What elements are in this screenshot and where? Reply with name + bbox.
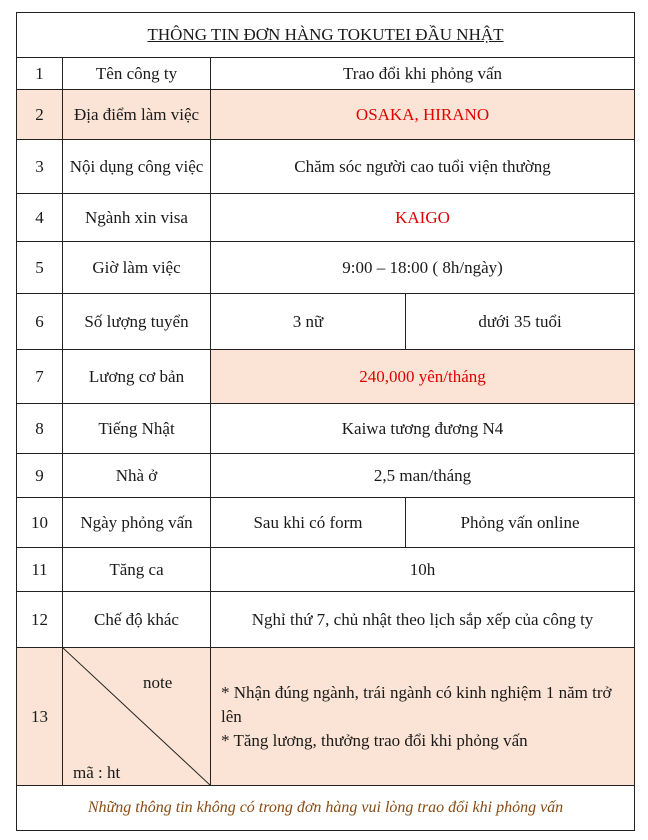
row-label: Địa điểm làm việc xyxy=(63,90,211,140)
row-number: 10 xyxy=(17,498,63,548)
table-row xyxy=(17,498,635,548)
row-number: 7 xyxy=(17,350,63,404)
table-row xyxy=(17,648,635,786)
row-number: 8 xyxy=(17,404,63,454)
notes-value xyxy=(211,648,635,786)
note-label: note xyxy=(143,673,173,692)
japanese-level-value: Kaiwa tương đương N4 xyxy=(211,404,635,454)
note-diagonal-cell xyxy=(63,648,211,786)
job-content-value: Chăm sóc người cao tuổi viện thường xyxy=(211,140,635,194)
table-row xyxy=(17,58,635,90)
housing-value: 2,5 man/tháng xyxy=(211,454,635,498)
row-number: 13 xyxy=(17,648,63,786)
table-row xyxy=(17,242,635,294)
table-row xyxy=(17,404,635,454)
row-label: Tiếng Nhật xyxy=(63,404,211,454)
interview-method-value: Phỏng vấn online xyxy=(406,498,635,548)
base-salary-value: 240,000 yên/tháng xyxy=(211,350,635,404)
row-number: 2 xyxy=(17,90,63,140)
row-label: Nội dụng công việc xyxy=(63,140,211,194)
row-label: Lương cơ bản xyxy=(63,350,211,404)
working-hours-value: 9:00 – 18:00 ( 8h/ngày) xyxy=(211,242,635,294)
overtime-value: 10h xyxy=(211,548,635,592)
table-row xyxy=(17,592,635,648)
row-number: 12 xyxy=(17,592,63,648)
footer-row xyxy=(17,786,635,831)
row-label: Tăng ca xyxy=(63,548,211,592)
visa-field-value: KAIGO xyxy=(211,194,635,242)
row-number: 9 xyxy=(17,454,63,498)
interview-date-value: Sau khi có form xyxy=(211,498,406,548)
row-number: 4 xyxy=(17,194,63,242)
table-row xyxy=(17,194,635,242)
row-number: 1 xyxy=(17,58,63,90)
table-row xyxy=(17,90,635,140)
row-number: 5 xyxy=(17,242,63,294)
other-policies-value: Nghỉ thứ 7, chủ nhật theo lịch sắp xếp của công ty xyxy=(211,592,635,648)
title-row xyxy=(17,13,635,58)
company-name-value: Trao đổi khi phỏng vấn xyxy=(211,58,635,90)
row-label: Ngành xin visa xyxy=(63,194,211,242)
table-row xyxy=(17,294,635,350)
row-number: 3 xyxy=(17,140,63,194)
row-label: Giờ làm việc xyxy=(63,242,211,294)
note-line: * Nhận đúng ngành, trái ngành có kinh nghiệm 1 năm trở lên xyxy=(221,682,612,726)
footer-note: Những thông tin không có trong đơn hàng vui lòng trao đổi khi phỏng vấn xyxy=(17,786,635,831)
table-row xyxy=(17,140,635,194)
recruit-count-value: 3 nữ xyxy=(211,294,406,350)
code-label: mã : ht xyxy=(73,763,121,782)
order-info-table xyxy=(16,12,635,831)
row-number: 6 xyxy=(17,294,63,350)
row-label: Chế độ khác xyxy=(63,592,211,648)
row-label: Tên công ty xyxy=(63,58,211,90)
row-number: 11 xyxy=(17,548,63,592)
note-line: * Tăng lương, thưởng trao đổi khi phỏng vấn xyxy=(221,730,528,750)
table-row xyxy=(17,350,635,404)
row-label: Ngày phỏng vấn xyxy=(63,498,211,548)
table-row xyxy=(17,454,635,498)
row-label: Nhà ở xyxy=(63,454,211,498)
table-row xyxy=(17,548,635,592)
row-label: Số lượng tuyển xyxy=(63,294,211,350)
age-limit-value: dưới 35 tuổi xyxy=(406,294,635,350)
work-location-value: OSAKA, HIRANO xyxy=(211,90,635,140)
table-title: THÔNG TIN ĐƠN HÀNG TOKUTEI ĐẦU NHẬT xyxy=(17,13,635,58)
